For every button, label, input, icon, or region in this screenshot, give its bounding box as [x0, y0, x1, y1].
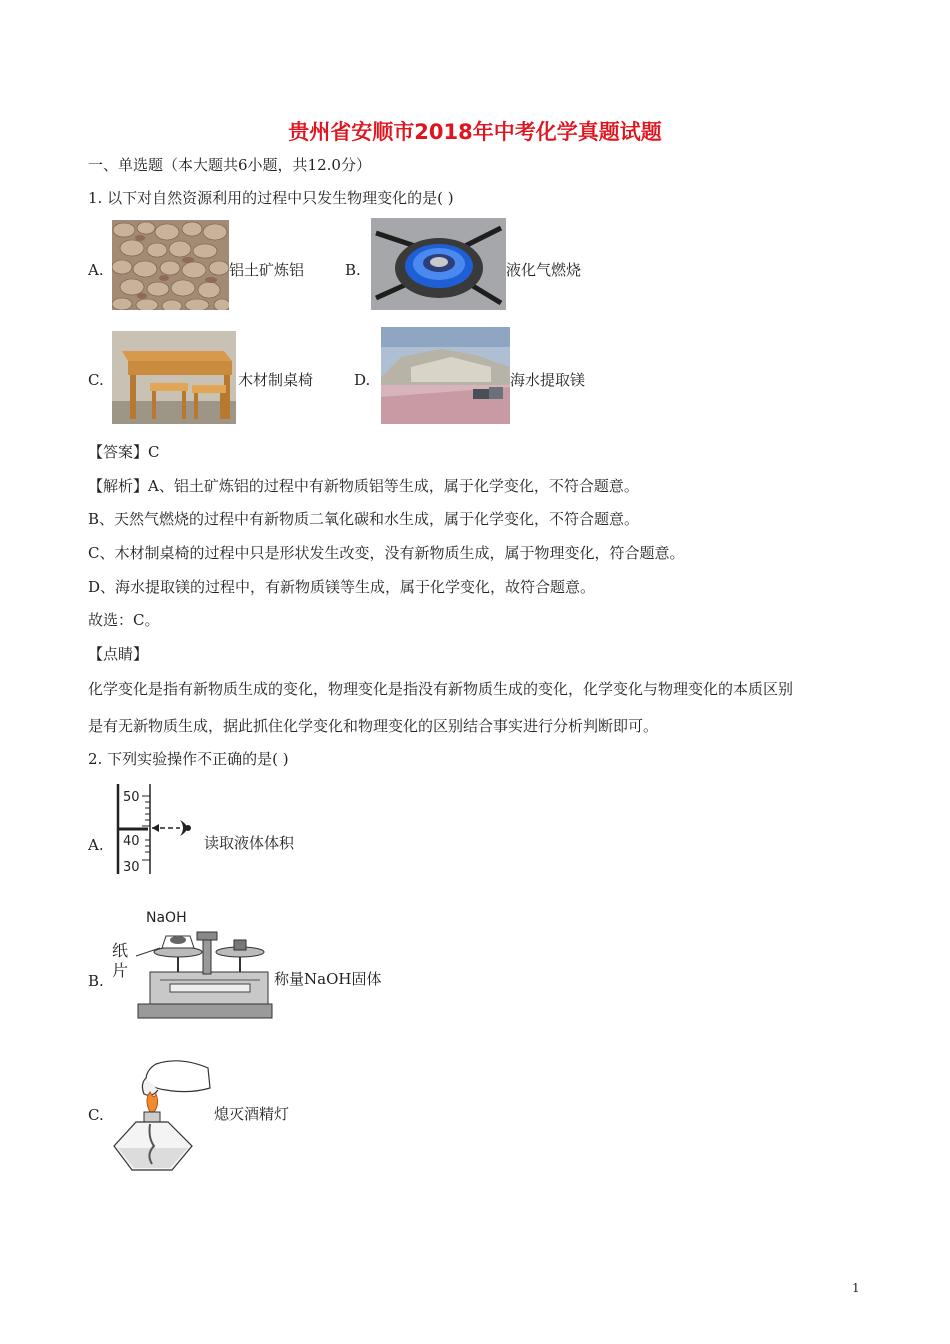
q1-analysis-line: B、天然气燃烧的过程中有新物质二氧化碳和水生成，属于化学变化，不符合题意。	[88, 510, 640, 528]
q2-option-c-letter: C.	[88, 1106, 104, 1124]
balance-weighing-diagram	[110, 910, 274, 1022]
q1-analysis-line: 故选：C。	[88, 611, 160, 629]
q2-option-b-letter: B.	[88, 972, 104, 990]
q1-option-b-letter: B.	[345, 261, 361, 279]
q1-option-c-letter: C.	[88, 371, 104, 389]
page-number: 1	[852, 1281, 860, 1295]
q1-comment-heading: 【点睛】	[88, 645, 149, 663]
section-heading: 一、单选题（本大题共6小题，共12.0分）	[88, 156, 371, 174]
q1-option-c-text: 木材制桌椅	[238, 371, 314, 389]
paper-label: 片	[112, 961, 129, 980]
cylinder-tick-label: 30	[123, 860, 140, 875]
seawater-magnesium-image	[381, 327, 510, 424]
alcohol-lamp-diagram	[110, 1054, 214, 1176]
q2-option-a-text: 读取液体体积	[204, 834, 295, 852]
cylinder-tick-label: 50	[123, 790, 140, 805]
q1-analysis-line: C、木材制桌椅的过程中只是形状发生改变，没有新物质生成，属于物理变化，符合题意。	[88, 544, 685, 562]
q1-option-d-text: 海水提取镁	[510, 371, 586, 389]
wooden-desk-chairs-image	[112, 331, 236, 424]
cylinder-tick-label: 40	[123, 834, 140, 849]
q2-option-c-text: 熄灭酒精灯	[214, 1105, 290, 1123]
bauxite-ore-image	[112, 220, 229, 310]
q1-option-a-letter: A.	[88, 261, 104, 279]
naoh-label: NaOH	[146, 910, 187, 926]
gas-stove-flame-image	[371, 218, 506, 310]
q1-option-d-letter: D.	[354, 371, 371, 389]
graduated-cylinder-diagram	[110, 782, 202, 877]
q2-option-a-letter: A.	[88, 836, 104, 854]
page-title: 贵州省安顺市2018年中考化学真题试题	[288, 120, 662, 144]
q1-answer: 【答案】C	[88, 443, 160, 461]
question-1-stem: 1. 以下对自然资源利用的过程中只发生物理变化的是( )	[88, 189, 454, 207]
q2-option-b-text: 称量NaOH固体	[274, 970, 382, 988]
q1-comment-line: 化学变化是指有新物质生成的变化，物理变化是指没有新物质生成的变化，化学变化与物理变化的本质区别	[88, 680, 794, 698]
q1-comment-line: 是有无新物质生成，据此抓住化学变化和物理变化的区别结合事实进行分析判断即可。	[88, 717, 659, 735]
q1-option-a-text: 铝土矿炼铝	[229, 261, 305, 279]
question-2-stem: 2. 下列实验操作不正确的是( )	[88, 750, 289, 768]
q1-option-b-text: 液化气燃烧	[506, 261, 582, 279]
paper-label: 纸	[112, 941, 129, 960]
q1-analysis-line: D、海水提取镁的过程中，有新物质镁等生成，属于化学变化，故符合题意。	[88, 578, 596, 596]
q1-analysis-line: 【解析】A、铝土矿炼铝的过程中有新物质铝等生成，属于化学变化，不符合题意。	[88, 477, 639, 495]
